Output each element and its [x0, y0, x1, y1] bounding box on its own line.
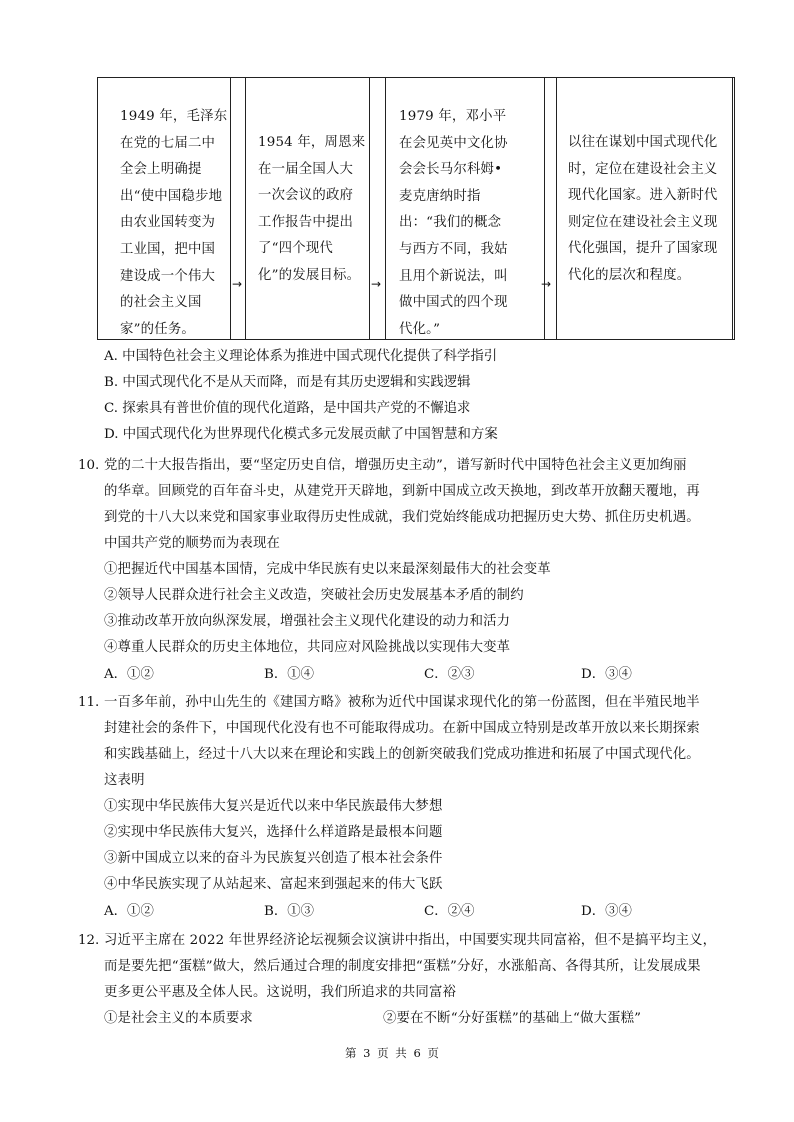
q10-statement-3: ③推动改革开放向纵深发展，增强社会主义现代化建设的动力和活力	[104, 614, 511, 629]
q12-number: 12.	[78, 933, 100, 948]
q11-statement-3: ③新中国成立以来的奋斗为民族复兴创造了根本社会条件	[104, 851, 443, 866]
q9-option-c: C. 探索具有普世价值的现代化道路，是中国共产党的不懈追求	[104, 401, 471, 416]
q10-statement-4: ④尊重人民群众的历史主体地位，共同应对风险挑战以实现伟大变革	[104, 640, 511, 655]
timeline-text-1954: 1954 年，周恩来在一届全国人大一次会议的政府工作报告中提出了“四个现代化”的发展目标。	[258, 135, 366, 283]
q10-number: 10.	[78, 458, 100, 473]
q10-statement-2: ②领导人民群众进行社会主义改造，突破社会历史发展基本矛盾的制约	[104, 588, 524, 603]
q11-stem-line: 封建社会的条件下，中国现代化没有也不可能取得成功。在新中国成立特别是改革开放以来长期探索	[104, 721, 700, 736]
q11-choice-a: A．①②	[104, 904, 154, 919]
q10-statement-1: ①把握近代中国基本国情，完成中华民族有史以来最深刻最伟大的社会变革	[104, 562, 551, 577]
timeline-cell-1979	[385, 77, 545, 340]
q10-stem-line: 中国共产党的顺势而为表现在	[104, 536, 281, 551]
page-number-footer: 第 3 页 共 6 页	[345, 1046, 441, 1060]
q12-statement-2: ②要在不断“分好蛋糕”的基础上“做大蛋糕”	[383, 1011, 642, 1026]
q12-stem-line: 更多更公平惠及全体人民。这说明，我们所追求的共同富裕	[104, 985, 457, 1000]
q10-stem-line: 党的二十大报告指出，要“坚定历史自信，增强历史主动”，谱写新时代中国特色社会主义更加绚丽	[104, 458, 687, 473]
q11-choice-b: B．①③	[264, 904, 315, 919]
q11-choice-d: D．③④	[581, 904, 632, 919]
timeline-cell-new-era	[556, 77, 735, 340]
q11-statement-1: ①实现中华民族伟大复兴是近代以来中华民族最伟大梦想	[104, 799, 443, 814]
timeline-text-1979: 1979 年，邓小平在会见英中文化协会会长马尔科姆•麦克唐纳时指出：“我们的概念与西方不同，我姑且用个新说法，叫做中国式的四个现代化。”	[399, 109, 508, 337]
q11-stem-line: 一百多年前，孙中山先生的《建国方略》被称为近代中国谋求现代化的第一份蓝图，但在半殖民地半	[104, 695, 700, 710]
q12-statement-1: ①是社会主义的本质要求	[104, 1011, 253, 1026]
q12-stem-line: 而是要先把“蛋糕”做大，然后通过合理的制度安排把“蛋糕”分好，水涨船高、各得其所，让发展成果	[104, 959, 701, 974]
timeline-table	[97, 77, 733, 340]
q10-stem-line: 到党的十八大以来党和国家事业取得历史性成就，我们党始终能成功把握历史大势、抓住历史机遇。	[104, 510, 700, 525]
q11-stem-line: 这表明	[104, 773, 145, 788]
q9-option-d: D. 中国式现代化为世界现代化模式多元发展贡献了中国智慧和方案	[104, 427, 498, 442]
q11-choice-c: C．②④	[424, 904, 475, 919]
q10-stem-line: 的华章。回顾党的百年奋斗史，从建党开天辟地，到新中国成立改天换地，到改革开放翻天覆地，再	[104, 484, 700, 499]
q12-stem-line: 习近平主席在 2022 年世界经济论坛视频会议演讲中指出，中国要实现共同富裕，但不是搞平均主义，	[104, 933, 717, 948]
q10-choice-c: C．②③	[424, 667, 475, 682]
timeline-cell-1954	[245, 77, 370, 340]
q9-option-a: A. 中国特色社会主义理论体系为推进中国式现代化提供了科学指引	[104, 349, 498, 364]
arrow-icon: →	[371, 277, 382, 291]
timeline-cell-1949	[97, 77, 231, 340]
timeline-text-new-era: 以往在谋划中国式现代化时，定位在建设社会主义现代化国家。进入新时代则定位在建设社会主义现代化强国，提升了国家现代化的层次和程度。	[568, 135, 718, 283]
q11-stem-line: 和实践基础上，经过十八大以来在理论和实践上的创新突破我们党成功推进和拓展了中国式现代化。	[104, 747, 700, 762]
q11-statement-2: ②实现中华民族伟大复兴，选择什么样道路是最根本问题	[104, 825, 443, 840]
arrow-icon: →	[541, 277, 552, 291]
q10-choice-b: B．①④	[264, 667, 315, 682]
q10-choice-d: D．③④	[581, 667, 632, 682]
arrow-icon: →	[232, 277, 243, 291]
q10-choice-a: A．①②	[104, 667, 154, 682]
timeline-text-1949: 1949 年，毛泽东在党的七届二中全会上明确提出“使中国稳步地由农业国转变为工业国，把中国建设成一个伟大的社会主义国家”的任务。	[120, 109, 228, 337]
q11-number: 11.	[78, 695, 100, 710]
q9-option-b: B. 中国式现代化不是从天而降，而是有其历史逻辑和实践逻辑	[104, 375, 471, 390]
q11-statement-4: ④中华民族实现了从站起来、富起来到强起来的伟大飞跃	[104, 877, 443, 892]
